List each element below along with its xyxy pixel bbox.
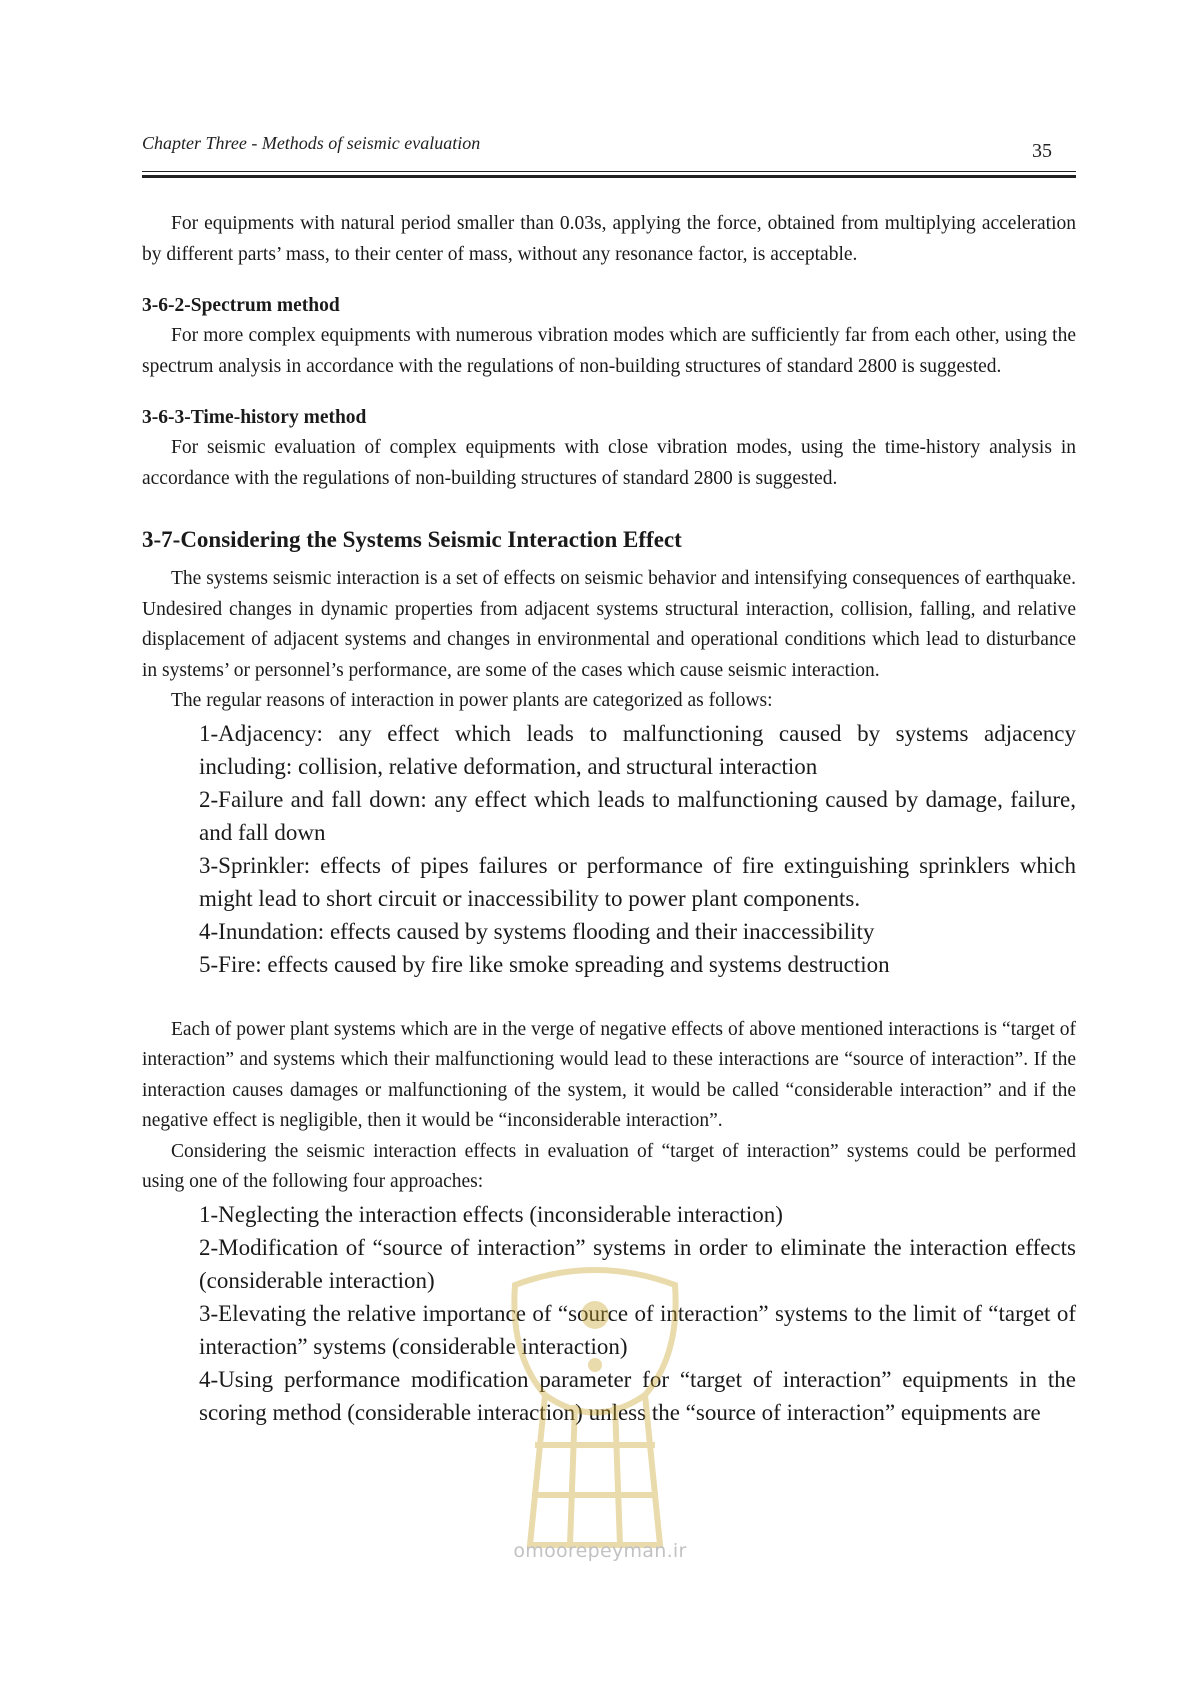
- list-item: 5-Fire: effects caused by fire like smoke spreading and systems destruction: [199, 951, 890, 977]
- watermark-text: omoorepeyman.ir: [513, 1540, 687, 1562]
- paragraph-approaches-intro: Considering the seismic interaction effects in evaluation of “target of interaction” systems could be performed using one of the following four approaches:: [142, 1140, 1076, 1192]
- heading-time-history-method: 3-6-3-Time-history method: [142, 407, 367, 428]
- list-item: 3-Sprinkler: effects of pipes failures or performance of fire extinguishing sprinklers which might lead to short circuit or inaccessibility to power plant components.: [199, 852, 1076, 911]
- paragraph-spectrum-method: For more complex equipments with numerous vibration modes which are sufficiently far from each other, using the spectrum analysis in accordance with the regulations of non-building structures of standard 2800 is suggested.: [142, 325, 1076, 377]
- list-item: 4-Inundation: effects caused by systems flooding and their inaccessibility: [199, 918, 875, 944]
- list-item: 2-Modification of “source of interaction” systems in order to eliminate the interaction effects (considerable interaction): [199, 1234, 1076, 1293]
- header-rule-thin: [142, 171, 1076, 172]
- list-item: 1-Adjacency: any effect which leads to malfunctioning caused by systems adjacency including: collision, relative deformation, and structural interaction: [199, 720, 1076, 779]
- header-rule-thick: [142, 175, 1076, 178]
- paragraph-interaction-definition: The systems seismic interaction is a set of effects on seismic behavior and intensifying consequences of earthquake. Undesired changes in dynamic properties from adjacent systems structural interaction, collision, falling, and relative displacement of adjacent systems and changes in environmental and operational conditions which lead to disturbance in systems’ or personnel’s performance, are some of the cases which cause seismic interaction.: [142, 568, 1076, 681]
- interaction-reasons-list: [142, 717, 1076, 981]
- heading-spectrum-method: 3-6-2-Spectrum method: [142, 295, 340, 316]
- paragraph-interaction-reasons-intro: The regular reasons of interaction in power plants are categorized as follows:: [171, 690, 773, 711]
- paragraph-natural-period: For equipments with natural period smaller than 0.03s, applying the force, obtained from multiplying acceleration by different parts’ mass, to their center of mass, without any resonance factor, is acceptable.: [142, 213, 1076, 265]
- list-item: 4-Using performance modification parameter for “target of interaction” equipments in the scoring method (considerable interaction) unless the “source of interaction” equipments are: [199, 1366, 1076, 1425]
- chapter-header-title: Chapter Three - Methods of seismic evaluation: [142, 133, 481, 153]
- heading-seismic-interaction: 3-7-Considering the Systems Seismic Interaction Effect: [142, 527, 682, 552]
- list-item: 1-Neglecting the interaction effects (inconsiderable interaction): [199, 1201, 783, 1227]
- paragraph-time-history-method: For seismic evaluation of complex equipments with close vibration modes, using the time-history analysis in accordance with the regulations of non-building structures of standard 2800 is suggested.: [142, 437, 1076, 489]
- page-body: [142, 209, 1076, 1429]
- paragraph-target-source-interaction: Each of power plant systems which are in the verge of negative effects of above mentioned interactions is “target of interaction” and systems which their malfunctioning would lead to these interactions are “source of interaction”. If the interaction causes damages or malfunctioning of the system, it would be called “considerable interaction” and if the negative effect is negligible, then it would be “inconsiderable interaction”.: [142, 1018, 1076, 1131]
- page-number: 35: [1032, 140, 1052, 162]
- interaction-approaches-list: [142, 1198, 1076, 1429]
- list-item: 2-Failure and fall down: any effect which leads to malfunctioning caused by damage, failure, and fall down: [199, 786, 1076, 845]
- list-item: 3-Elevating the relative importance of “source of interaction” systems to the limit of “target of interaction” systems (considerable interaction): [199, 1300, 1076, 1359]
